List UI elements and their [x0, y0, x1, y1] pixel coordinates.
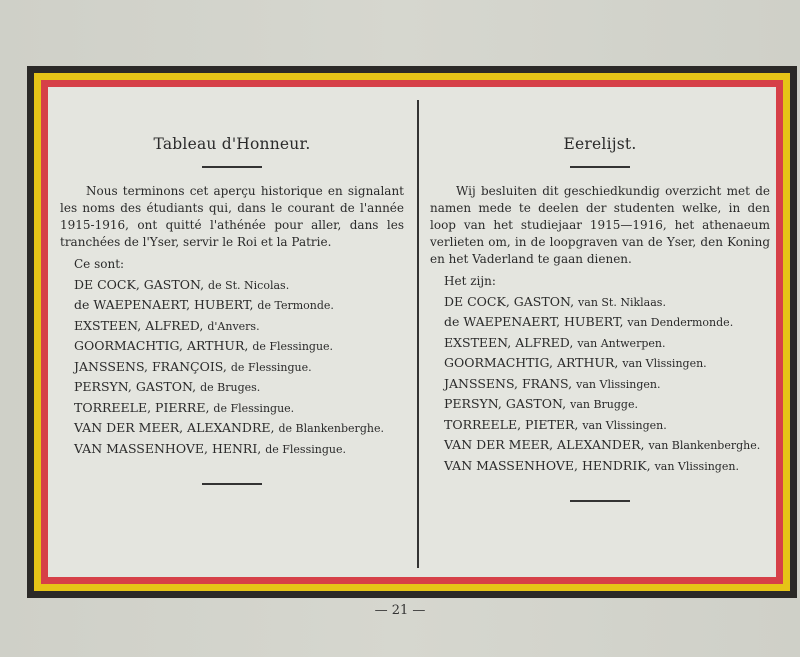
student-name: GOORMACHTIG, ARTHUR, [74, 338, 249, 353]
title-rule [202, 166, 262, 168]
honour-entry [60, 295, 404, 316]
french-name-list [60, 275, 404, 460]
honour-entry [60, 357, 404, 378]
student-hometown: van St. Niklaas. [578, 295, 666, 309]
honour-entry [60, 439, 404, 460]
closing-rule [570, 500, 630, 502]
honour-entry [430, 353, 770, 374]
student-name: EXSTEEN, ALFRED, [444, 334, 574, 350]
student-name: GOORMACHTIG, ARTHUR, [444, 355, 619, 370]
dutch-title: Eerelijst. [563, 135, 637, 153]
french-intro: Nous terminons cet aperçu historique en signalant les noms des étudiants qui, dans le courant de l'année 1915-1916, ont quitté l'athénée pour aller, dans les tranchées de l'Yser, servir le Roi et la Patrie. [60, 183, 404, 249]
honour-entry [430, 415, 770, 436]
student-hometown: van Brugge. [570, 398, 638, 411]
honour-entry [430, 435, 770, 456]
student-hometown: van Antwerpen. [577, 336, 666, 350]
title-rule [570, 166, 630, 168]
honour-entry [60, 377, 404, 398]
student-name: de WAEPENAERT, HUBERT, [444, 314, 624, 329]
honour-entry [430, 333, 770, 354]
student-name: JANSSENS, FRANS, [444, 375, 573, 391]
student-hometown: van Vlissingen. [622, 357, 707, 370]
dutch-column [430, 87, 770, 502]
student-name: de WAEPENAERT, HUBERT, [74, 297, 254, 312]
french-title: Tableau d'Honneur. [153, 135, 311, 153]
dutch-intro: Wij besluiten dit geschiedkundig overzicht met de namen mede te deelen der studenten welke, in den loop van het studiejaar 1915—1916, het athenaeum verlieten om, in de loopgraven van de Yser, den Koning en het Vaderland te gaan dienen. [430, 183, 770, 266]
student-name: TORREELE, PIETER, [444, 416, 579, 432]
dutch-lead: Het zijn: [444, 273, 496, 288]
page-number: — 21 — [374, 603, 426, 618]
closing-rule [202, 483, 262, 485]
student-hometown: de Blankenberghe. [278, 422, 384, 435]
student-name: PERSYN, GASTON, [444, 396, 567, 411]
student-hometown: van Dendermonde. [627, 316, 734, 329]
student-name: VAN MASSENHOVE, HENDRIK, [444, 457, 651, 473]
student-hometown: d'Anvers. [207, 319, 260, 333]
honour-entry [60, 398, 404, 419]
french-lead: Ce sont: [74, 256, 125, 271]
student-hometown: de Flessingue. [265, 442, 346, 456]
student-hometown: de St. Nicolas. [208, 278, 290, 292]
student-name: TORREELE, PIERRE, [74, 399, 210, 415]
honour-entry [60, 275, 404, 296]
student-name: DE COCK, GASTON, [74, 276, 205, 292]
student-hometown: van Blankenberghe. [648, 439, 761, 452]
student-hometown: de Flessingue. [230, 360, 312, 374]
honour-entry [430, 456, 770, 477]
student-name: VAN MASSENHOVE, HENRI, [74, 440, 262, 456]
french-column [60, 87, 404, 485]
honour-entry [60, 316, 404, 337]
student-name: VAN DER MEER, ALEXANDRE, [74, 420, 275, 435]
student-hometown: de Bruges. [200, 381, 261, 394]
student-hometown: de Flessingue. [252, 340, 334, 353]
student-hometown: van Vlissingen. [582, 418, 667, 432]
student-hometown: de Flessingue. [213, 401, 295, 415]
student-hometown: de Termonde. [257, 299, 334, 312]
student-hometown: van Vlissingen. [576, 377, 661, 391]
student-name: VAN DER MEER, ALEXANDER, [444, 437, 645, 452]
dutch-name-list [430, 292, 770, 477]
honour-entry [430, 374, 770, 395]
student-name: PERSYN, GASTON, [74, 379, 197, 394]
honour-entry [430, 312, 770, 333]
honour-entry [430, 394, 770, 415]
student-name: DE COCK, GASTON, [444, 293, 575, 309]
honour-entry [430, 292, 770, 313]
student-name: EXSTEEN, ALFRED, [74, 317, 204, 333]
honour-entry [60, 336, 404, 357]
student-hometown: van Vlissingen. [654, 459, 739, 473]
honour-entry [60, 418, 404, 439]
student-name: JANSSENS, FRANÇOIS, [74, 358, 227, 374]
column-divider [417, 100, 419, 568]
